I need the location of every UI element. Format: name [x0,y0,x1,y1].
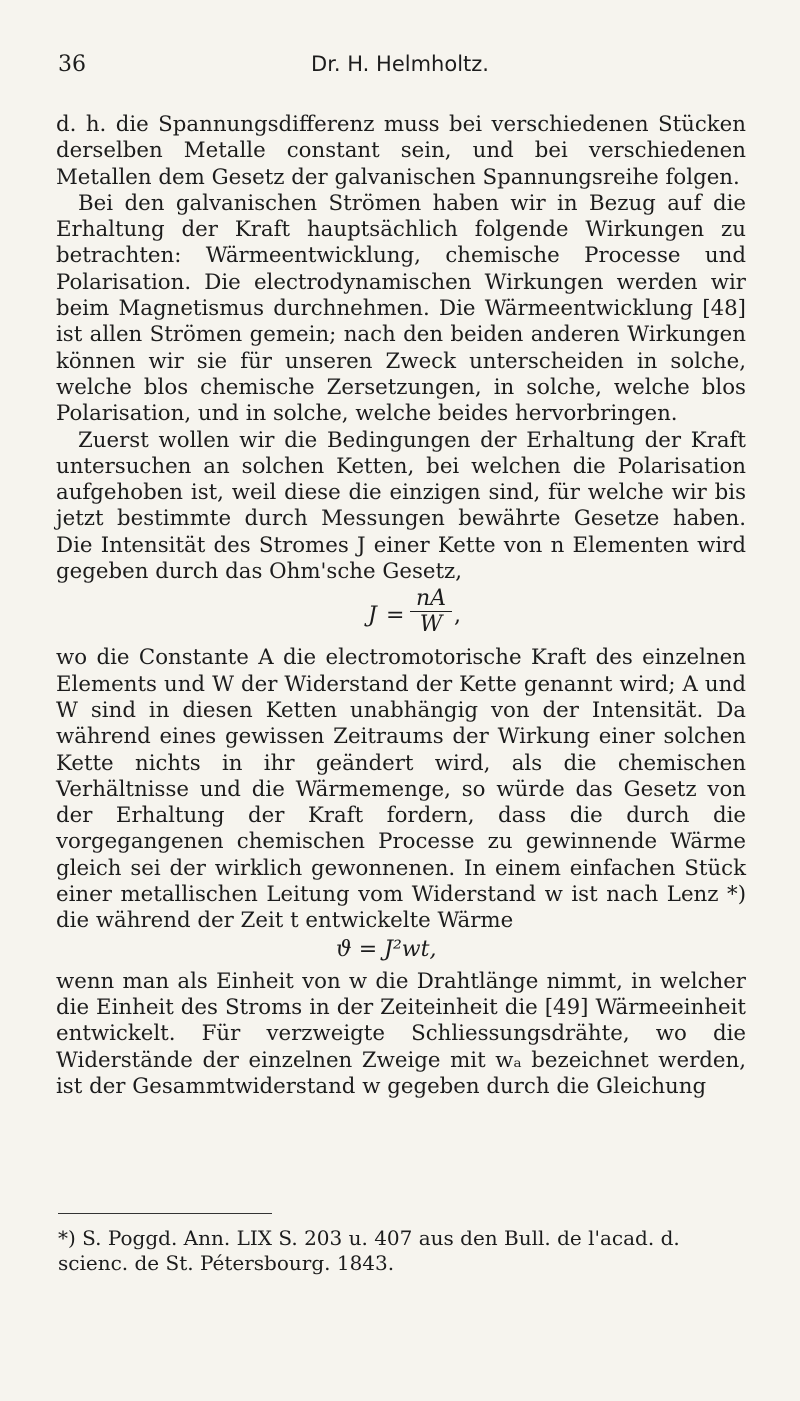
formula-trail: , [454,603,461,629]
paragraph-5: wenn man als Einheit von w die Drahtlänge nimmt, in welcher die Einheit des Stroms in der Zeiteinheit die [49] Wärmeeinheit entwickelt. Für verzweigte Schliessungsdrähte, wo die Widerstände der einzelnen Zweige mit wₐ bezeichnet werden, ist der Gesammtwiderstand w gegeben durch die Gleichung [56,968,746,1099]
ohm-law-formula [56,585,746,645]
page-header [58,52,742,86]
heat-formula-text: ϑ = J²wt, [336,936,437,962]
heat-formula [56,935,746,969]
paragraph-2: Bei den galvanischen Strömen haben wir in Bezug auf die Erhaltung der Kraft hauptsächlich folgende Wirkungen zu betrachten: Wärmeentwicklung, chemische Processe und Polarisation. Die electrodynamischen Wirkungen werden wir beim Magnetismus durchnehmen. Die Wärmeentwicklung [48] ist allen Strömen gemein; nach den beiden anderen Wirkungen können wir sie für unseren Zweck unterscheiden in solche, welche blos chemische Zersetzungen, in solche, welche blos Polarisation, und in solche, welche beides hervorbringen. [56,190,746,427]
formula-numerator: nA [410,587,452,612]
paragraph-4: wo die Constante A die electromotorische Kraft des einzelnen Elements und W der Widerstand der Kette genannt wird; A und W sind in diesen Ketten unabhängig von der Intensität. Da während eines gewissen Zeitraums der Wirkung einer solchen Kette nichts in ihr geändert wird, als die chemischen Verhältnisse und die Wärmemenge, so würde das Gesetz von der Erhaltung der Kraft fordern, dass die durch die vorgegangenen chemischen Processe zu gewinnende Wärme gleich sei der wirklich gewonnenen. In einem einfachen Stück einer metallischen Leitung vom Widerstand w ist nach Lenz *) die während der Zeit t entwickelte Wärme [56,645,746,934]
running-head: Dr. H. Helmholtz. [311,52,489,76]
body-text [56,112,746,1100]
formula-lhs: J [368,603,377,629]
formula-equals: = [386,603,405,629]
formula-denominator: W [419,612,443,638]
page-number: 36 [58,52,86,77]
paragraph-1: d. h. die Spannungsdifferenz muss bei verschiedenen Stücken derselben Metalle constant sein, und bei verschiedenen Metallen dem Gesetz der galvanischen Spannungsreihe folgen. [56,112,746,190]
paragraph-3: Zuerst wollen wir die Bedingungen der Erhaltung der Kraft untersuchen an solchen Ketten, bei welchen die Polarisation aufgehoben ist, weil diese die einzigen sind, für welche wir bis jetzt bestimmte durch Messungen bewährte Gesetze haben. Die Intensität des Stromes J einer Kette von n Elementen wird gegeben durch das Ohm'sche Gesetz, [56,427,746,585]
footnote: *) S. Poggd. Ann. LIX S. 203 u. 407 aus den Bull. de l'acad. d. scienc. de St. Pétersbourg. 1843. [58,1226,680,1275]
formula-fraction [410,587,452,638]
footnote-divider [58,1213,272,1214]
